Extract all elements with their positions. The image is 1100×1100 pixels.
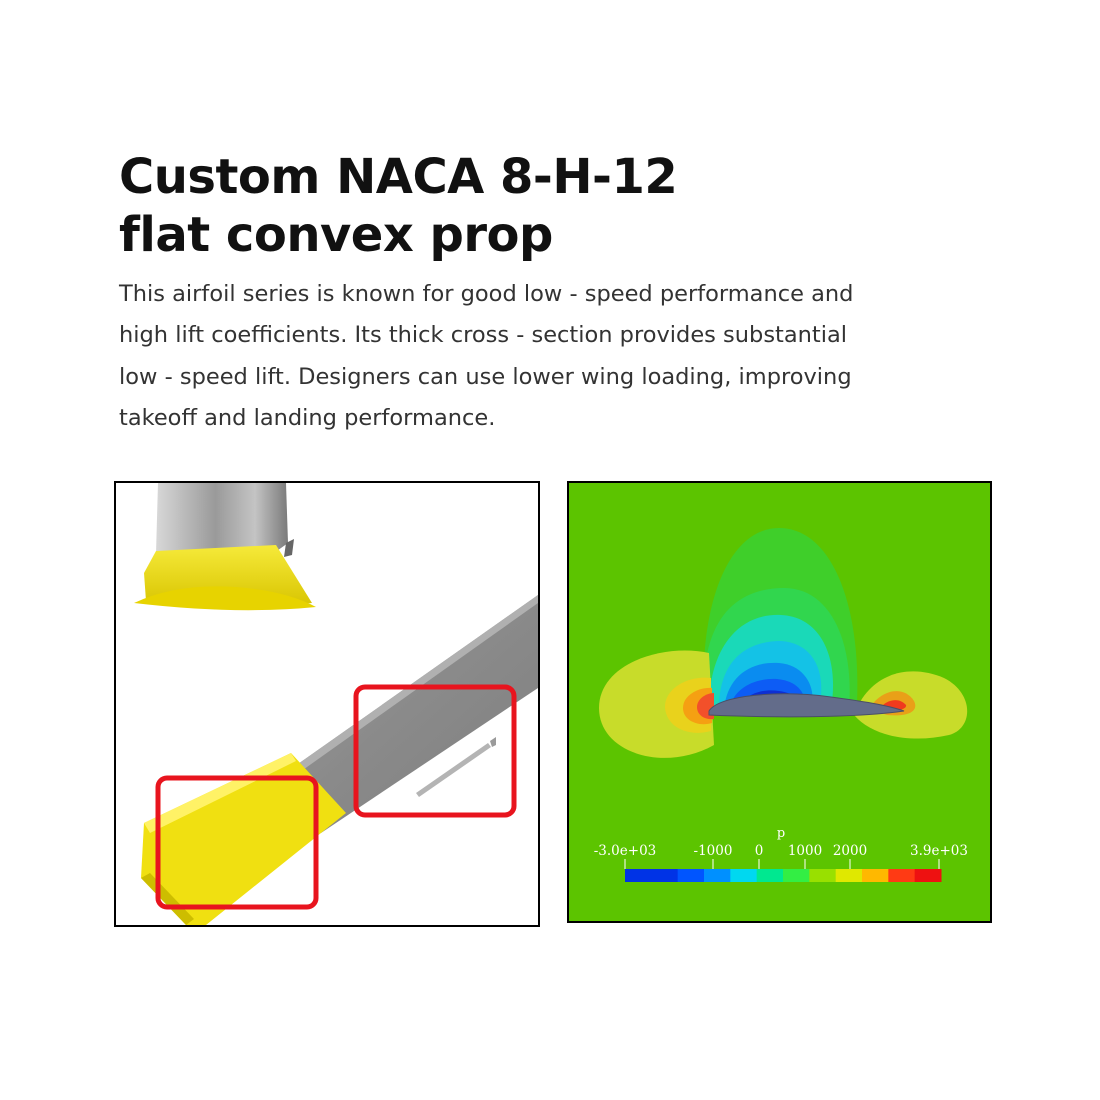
description-line-4: takeoff and landing performance. [119, 404, 496, 431]
colorbar-swatch [704, 869, 731, 882]
colorbar-swatch [888, 869, 915, 882]
blade-photo-panel [114, 481, 540, 927]
colorbar-swatch [730, 869, 757, 882]
colorbar-swatch [783, 869, 810, 882]
title-line-2: flat convex prop [119, 207, 553, 263]
colorbar-variable: p [776, 826, 786, 841]
pressure-contour-panel [567, 481, 992, 923]
blade-tip-view [134, 483, 316, 610]
colorbar-swatch [651, 869, 678, 882]
colorbar-tick-3: 1000 [787, 843, 823, 859]
description [119, 274, 939, 439]
colorbar-swatches [625, 869, 942, 882]
colorbar-swatch [809, 869, 836, 882]
blade-illustration [116, 483, 538, 925]
colorbar-swatch [678, 869, 705, 882]
pressure-contour-plot [569, 483, 990, 921]
colorbar-tick-5: 3.9e+03 [910, 843, 968, 859]
description-line-3: low - speed lift. Designers can use lower wing loading, improving [119, 363, 852, 390]
colorbar-tick-1: -1000 [693, 843, 733, 859]
colorbar-tick-4: 2000 [832, 843, 868, 859]
page-title [119, 148, 1019, 264]
colorbar-tick-2: 0 [754, 843, 764, 859]
colorbar-tick-0: -3.0e+03 [593, 843, 657, 859]
colorbar-swatch [757, 869, 784, 882]
description-line-1: This airfoil series is known for good low - speed performance and [119, 281, 854, 307]
colorbar-swatch [836, 869, 863, 882]
title-line-1: Custom NACA 8-H-12 [119, 149, 678, 205]
description-line-2: high lift coefficients. Its thick cross - section provides substantial [119, 322, 848, 349]
colorbar-swatch [625, 869, 652, 882]
colorbar-swatch [862, 869, 889, 882]
colorbar-swatch [915, 869, 942, 882]
